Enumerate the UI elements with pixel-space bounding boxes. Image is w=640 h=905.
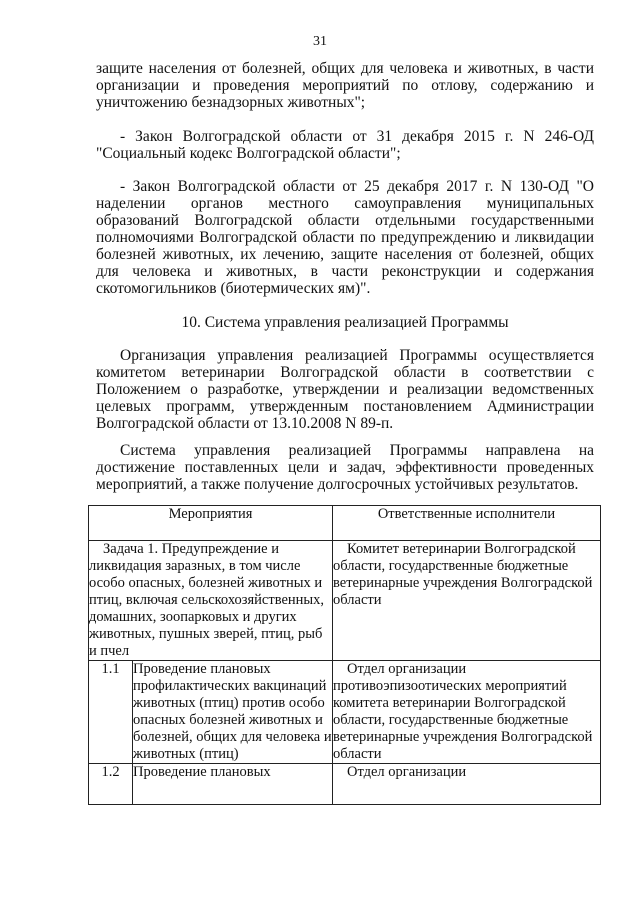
row-activity: Проведение плановых профилактических вакцинаций животных (птиц) против особо опасных болезней животных и болезней, общих для человека и животных (птиц): [133, 661, 332, 762]
row-responsible: Отдел организации противоэпизоотических мероприятий комитета ветеринарии Волгоградской области, государственные бюджетные ветеринарные учреждения Волгоградской области: [333, 661, 601, 764]
task-1-responsible: Комитет ветеринарии Волгоградской области, государственные бюджетные ветеринарные учреждения Волгоградской области: [333, 541, 601, 661]
program-activities-table: [88, 505, 601, 805]
table-header-row: [89, 506, 601, 541]
table-row: [89, 764, 601, 805]
section-heading: 10. Система управления реализацией Программы: [181, 314, 509, 331]
table-row: [89, 661, 601, 764]
paragraph-management-system: Система управления реализацией Программы направлена на достижение поставленных цели и задач, эффективности проведенных мероприятий, а также получение долгосрочных устойчивых результатов.: [96, 442, 594, 493]
task-row: [89, 541, 601, 661]
header-activities: Мероприятия: [89, 506, 333, 541]
page-number: 31: [313, 34, 327, 49]
paragraph-powers-law: - Закон Волгоградской области от 25 декабря 2017 г. N 130-ОД "О наделении органов местного самоуправления муниципальных образований Волгоградской области отдельными государственными полномочиями Волгоградской области по предупреждению и ликвидации болезней животных, их лечению, защите населения от болезней, общих для человека и животных, в части реконструкции и содержания скотомогильников (биотермических ям)".: [96, 178, 594, 297]
row-number: 1.1: [89, 661, 133, 764]
paragraph-social-code-law: - Закон Волгоградской области от 31 декабря 2015 г. N 246-ОД "Социальный кодекс Волгоградской области";: [96, 128, 594, 162]
row-activity: Проведение плановых: [133, 764, 333, 805]
row-number: 1.2: [89, 764, 133, 805]
task-1-name: Задача 1. Предупреждение и ликвидация заразных, в том числе особо опасных, болезней животных и птиц, включая сельскохозяйственных, домашних, зоопарковых и других животных, пушных зверей, птиц, рыб и пчел: [89, 541, 333, 661]
row-responsible: Отдел организации: [333, 764, 601, 805]
header-responsible: Ответственные исполнители: [333, 506, 601, 541]
paragraph-law-continuation: защите населения от болезней, общих для человека и животных, в части организации и проведения мероприятий по отлову, содержанию и уничтожению безнадзорных животных";: [96, 60, 594, 111]
paragraph-management-organization: Организация управления реализацией Программы осуществляется комитетом ветеринарии Волгоградской области в соответствии с Положением о разработке, утверждении и реализации ведомственных целевых программ, утвержденным постановлением Администрации Волгоградской области от 13.10.2008 N 89-п.: [96, 347, 594, 432]
